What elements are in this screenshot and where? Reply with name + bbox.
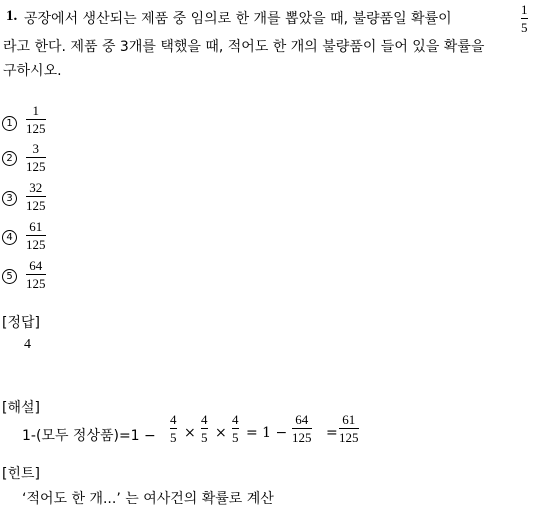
fraction-denominator: 5 bbox=[170, 430, 177, 445]
fraction-bar bbox=[339, 428, 359, 429]
choice-marker: 2 bbox=[2, 151, 17, 166]
fraction-bar bbox=[26, 274, 46, 275]
explanation-label: [해설] bbox=[2, 400, 40, 416]
fraction-bar bbox=[26, 119, 46, 120]
formula-prefix: 1-(모두 정상품)=1 − bbox=[22, 428, 156, 444]
choice-marker: 1 bbox=[2, 116, 17, 131]
choice-fraction bbox=[26, 259, 46, 291]
fraction-numerator: 64 bbox=[295, 412, 309, 427]
formula-fraction bbox=[201, 413, 208, 445]
fraction-numerator: 4 bbox=[170, 412, 177, 427]
formula-fraction bbox=[339, 413, 359, 445]
times-sign: × bbox=[215, 425, 227, 441]
choice-marker: 5 bbox=[2, 269, 17, 284]
fraction-numerator: 61 bbox=[342, 412, 356, 427]
choice-fraction bbox=[26, 104, 46, 136]
question-probability-fraction bbox=[521, 3, 528, 35]
question-line-2: 라고 한다. 제품 중 3개를 택했을 때, 적어도 한 개의 불량품이 들어 있을 확률을 bbox=[3, 39, 485, 55]
choice-fraction bbox=[26, 220, 46, 252]
fraction-bar bbox=[26, 235, 46, 236]
fraction-numerator: 64 bbox=[29, 258, 43, 273]
equals-sign: = bbox=[326, 425, 338, 441]
fraction-bar bbox=[26, 157, 46, 158]
formula-fraction bbox=[170, 413, 177, 445]
fraction-denominator: 125 bbox=[26, 121, 46, 136]
fraction-numerator: 32 bbox=[29, 180, 43, 195]
fraction-bar bbox=[201, 428, 208, 429]
choice-fraction bbox=[26, 142, 46, 174]
fraction-denominator: 5 bbox=[521, 20, 528, 35]
answer-value: 4 bbox=[24, 337, 31, 352]
fraction-bar bbox=[232, 428, 239, 429]
choice-fraction bbox=[26, 181, 46, 213]
choice-marker: 3 bbox=[2, 191, 17, 206]
hint-text: ‘적어도 한 개...’ 는 여사건의 확률로 계산 bbox=[22, 491, 274, 507]
fraction-denominator: 125 bbox=[26, 159, 46, 174]
question-block bbox=[0, 0, 534, 80]
fraction-bar bbox=[521, 18, 528, 19]
fraction-numerator: 61 bbox=[29, 219, 43, 234]
fraction-bar bbox=[170, 428, 177, 429]
fraction-denominator: 5 bbox=[201, 430, 208, 445]
question-line-1: 공장에서 생산되는 제품 중 임의로 한 개를 뽑았을 때, 불량품일 확률이 bbox=[24, 11, 452, 27]
formula-fraction bbox=[232, 413, 239, 445]
fraction-numerator: 4 bbox=[232, 412, 239, 427]
fraction-numerator: 3 bbox=[32, 141, 39, 156]
question-line-3: 구하시오. bbox=[3, 63, 62, 79]
fraction-denominator: 125 bbox=[339, 430, 359, 445]
times-sign: × bbox=[184, 425, 196, 441]
fraction-denominator: 125 bbox=[292, 430, 312, 445]
fraction-numerator: 4 bbox=[201, 412, 208, 427]
answer-label: [정답] bbox=[2, 315, 40, 331]
fraction-denominator: 125 bbox=[26, 198, 46, 213]
question-number: 1. bbox=[6, 8, 18, 24]
fraction-denominator: 5 bbox=[232, 430, 239, 445]
hint-label: [힌트] bbox=[2, 466, 40, 482]
formula-fraction bbox=[292, 413, 312, 445]
fraction-numerator: 1 bbox=[521, 2, 528, 17]
fraction-numerator: 1 bbox=[32, 103, 39, 118]
choice-marker: 4 bbox=[2, 230, 17, 245]
equals-one-minus: = 1 − bbox=[246, 425, 288, 441]
fraction-bar bbox=[292, 428, 312, 429]
fraction-bar bbox=[26, 196, 46, 197]
fraction-denominator: 125 bbox=[26, 237, 46, 252]
fraction-denominator: 125 bbox=[26, 276, 46, 291]
